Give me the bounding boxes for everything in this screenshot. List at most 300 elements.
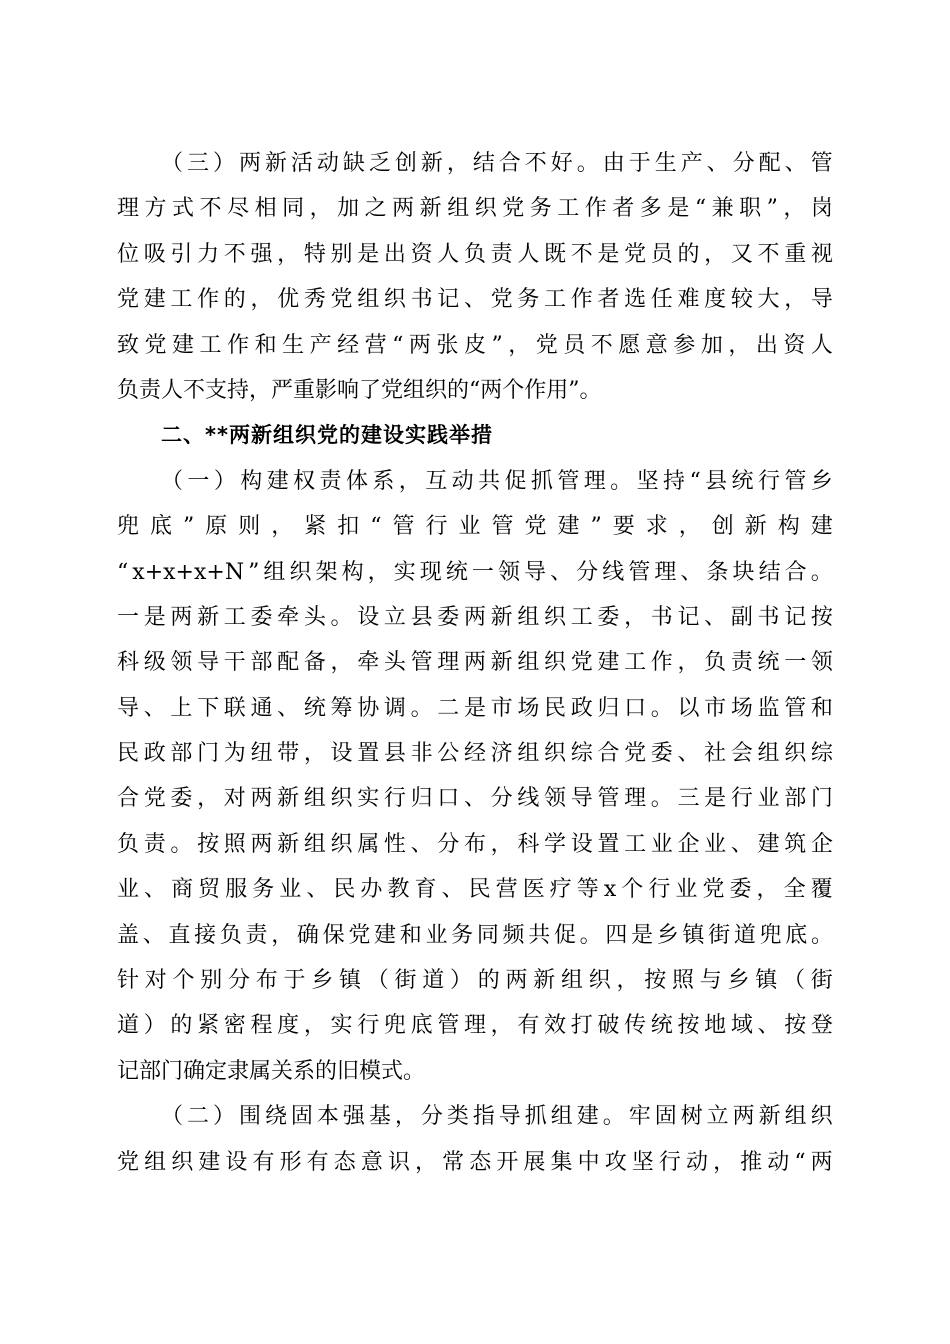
text-char: 愿 (618, 332, 641, 358)
text-char: 密 (223, 1013, 246, 1039)
text-char: 理 (463, 1013, 486, 1039)
text-char: 织 (784, 741, 807, 767)
text-char: 别 (200, 968, 223, 994)
text-char: 打 (570, 1013, 593, 1039)
text-char: 营 (364, 332, 387, 358)
text-char: 创 (394, 151, 417, 176)
text-char: 务 (529, 196, 552, 222)
text-char: 基 (368, 1104, 391, 1130)
text-char: ， (677, 650, 700, 676)
text-char: 动 (685, 1149, 708, 1175)
text-char: 合 (117, 786, 140, 812)
text-char: 党 (502, 196, 525, 222)
text-char: 设 (225, 1149, 248, 1175)
text-char: 建 (810, 514, 833, 540)
text-char: 工 (170, 287, 193, 313)
text-char: 记 (677, 604, 700, 630)
text-char: 张 (436, 332, 459, 358)
text-char: 建 (576, 1104, 599, 1130)
text-char: 工 (624, 650, 647, 676)
text-char: 两 (810, 1149, 833, 1175)
text-char: 持 (663, 468, 686, 494)
text-char: 行 (757, 468, 780, 494)
text-char: 个 (621, 877, 644, 903)
text-char: 牵 (277, 604, 300, 630)
text-char: （ (161, 1104, 184, 1130)
text-char: 则 (238, 514, 261, 540)
text-char: 市 (704, 695, 727, 721)
text-char: 攻 (604, 1149, 627, 1175)
text-char: 政 (570, 695, 593, 721)
text-char: 方 (144, 196, 167, 222)
text-char: 。 (579, 922, 602, 948)
text-char: 出 (383, 241, 406, 267)
text-char: “ (117, 559, 129, 585)
text-char: 盖 (117, 922, 140, 948)
text-char: 接 (194, 922, 217, 948)
text-char: 行 (383, 786, 406, 812)
text-char: 统 (731, 468, 754, 494)
text-char: 之 (364, 196, 387, 222)
text-char: 不 (199, 196, 222, 222)
text-char: ， (367, 559, 390, 585)
text-char: 职 (739, 196, 762, 222)
text-char: 导 (498, 1104, 521, 1130)
text-char: 度 (277, 1013, 300, 1039)
text-char: 扣 (337, 514, 360, 540)
text-char: 归 (597, 695, 620, 721)
text-char: ， (728, 332, 751, 358)
text-char: 书 (757, 604, 780, 630)
text-char: 是 (667, 196, 690, 222)
text-char: ， (197, 786, 220, 812)
text-char: 创 (711, 514, 734, 540)
text-char: ， (415, 1149, 438, 1175)
text-char: 乡 (311, 968, 334, 994)
text-char: 理 (654, 559, 677, 585)
text-char: 和 (810, 695, 833, 721)
text-char: 新 (197, 604, 220, 630)
text-char: 公 (437, 741, 460, 767)
text-char: 、 (463, 287, 486, 313)
text-char: 意 (360, 1149, 383, 1175)
text-char: 按 (197, 831, 220, 857)
text-char: 街 (810, 968, 833, 994)
text-char: 新 (490, 650, 513, 676)
text-char: 导 (570, 786, 593, 812)
text-char: ， (713, 1149, 736, 1175)
text-char: 建 (374, 922, 397, 948)
text-char: 责 (245, 922, 268, 948)
text-char: 市 (490, 695, 513, 721)
text-char: 。 (650, 786, 673, 812)
text-char: ， (783, 196, 806, 222)
text-char: “ (392, 332, 404, 358)
text-char: 党 (524, 514, 547, 540)
text-line (117, 913, 833, 958)
text-char: 新 (264, 151, 287, 176)
text-char: “ (794, 1149, 806, 1175)
text-char: ， (394, 1104, 417, 1130)
text-char: 乡 (656, 922, 679, 948)
text-char: 、 (730, 831, 753, 857)
text-char: 管 (392, 514, 415, 540)
text-char: 业 (458, 514, 481, 540)
text-char: 副 (730, 604, 753, 630)
text-char: 综 (810, 741, 833, 767)
text-char: 管 (784, 468, 807, 494)
text-char: 部 (784, 786, 807, 812)
text-char: 的 (223, 287, 246, 313)
text-char: 业 (279, 877, 302, 903)
text-char: 秀 (303, 287, 326, 313)
text-char: 委 (597, 604, 620, 630)
text-char: 两 (170, 604, 193, 630)
text-char: 又 (730, 241, 753, 267)
text-char: 不 (570, 241, 593, 267)
text-char: 是 (597, 241, 620, 267)
text-char: 互 (425, 468, 448, 494)
text-char: 现 (419, 559, 442, 585)
text-char: 党 (117, 287, 140, 313)
text-char: 选 (624, 287, 647, 313)
text-char: 学 (544, 831, 567, 857)
text-char: 地 (704, 1013, 727, 1039)
text-char: ， (250, 287, 273, 313)
text-char: 建 (266, 468, 289, 494)
text-char: 街 (708, 922, 731, 948)
text-char: ， (624, 604, 647, 630)
text-char: 同 (282, 196, 305, 222)
text-char: 是 (631, 922, 654, 948)
text-line: 负责人不支持，严重影响了党组织的“两个作用”。 (117, 377, 602, 403)
text-char: 皮 (463, 332, 486, 358)
text-line (117, 1094, 833, 1139)
text-char: 布 (463, 831, 486, 857)
text-char: 医 (522, 877, 545, 903)
text-char: ， (784, 287, 807, 313)
text-char: ， (303, 741, 326, 767)
text-char: 不 (757, 241, 780, 267)
text-char: 两 (463, 604, 486, 630)
text-char: 兼 (711, 196, 734, 222)
text-char: 社 (704, 741, 727, 767)
text-char: ） (213, 468, 236, 494)
text-char: 实 (393, 559, 416, 585)
text-char: 委 (437, 604, 460, 630)
text-char: ， (271, 514, 294, 540)
text-char: 块 (732, 559, 755, 585)
text-char: 域 (730, 1013, 753, 1039)
text-char: 人 (517, 241, 540, 267)
text-char: 吸 (143, 241, 166, 267)
text-char: 。 (410, 695, 433, 721)
text-char: 架 (315, 559, 338, 585)
text-char: 组 (517, 604, 540, 630)
text-char: ， (756, 877, 779, 903)
text-char: 两 (408, 332, 431, 358)
text-char: 配 (277, 650, 300, 676)
text-char: 系 (372, 468, 395, 494)
text-char: 照 (223, 831, 246, 857)
text-char: 动 (316, 151, 339, 176)
text-char: 头 (383, 650, 406, 676)
text-line (117, 640, 833, 685)
text-char: 新 (277, 786, 300, 812)
text-char: 组 (144, 1149, 167, 1175)
text-char: 非 (410, 741, 433, 767)
text-char: 。 (170, 831, 193, 857)
text-char: 线 (602, 559, 625, 585)
text-char: 党 (702, 877, 725, 903)
text-char: 登 (810, 1013, 833, 1039)
text-char: 设 (357, 604, 380, 630)
text-char: 新 (277, 831, 300, 857)
text-char: 组 (303, 786, 326, 812)
text-char: 活 (290, 151, 313, 176)
text-char: 业 (117, 877, 140, 903)
text-char: 党 (144, 332, 167, 358)
text-char: 固 (290, 1104, 313, 1130)
text-char: 生 (282, 332, 305, 358)
text-char: 分 (732, 151, 755, 176)
text-char: 产 (680, 151, 703, 176)
text-char: 针 (117, 968, 140, 994)
text-char: 围 (238, 1104, 261, 1130)
text-char: 传 (624, 1013, 647, 1039)
section3-paragraph (117, 141, 833, 413)
text-char: （ (161, 151, 184, 176)
text-char: 管 (810, 151, 833, 176)
text-char: 个 (172, 968, 195, 994)
text-char: 负 (117, 831, 140, 857)
text-char: 统 (650, 1013, 673, 1039)
text-char: 、 (441, 877, 464, 903)
text-char: 有 (517, 1013, 540, 1039)
text-char: 组 (757, 741, 780, 767)
text-char: 场 (517, 695, 540, 721)
text-char: ， (508, 332, 531, 358)
text-char: 民 (117, 741, 140, 767)
text-char: 织 (544, 741, 567, 767)
text-char: 性 (383, 831, 406, 857)
text-char: 出 (755, 332, 778, 358)
text-char: 育 (414, 877, 437, 903)
text-char: 上 (170, 695, 193, 721)
text-char: 紧 (304, 514, 327, 540)
text-char: 镇 (755, 968, 778, 994)
text-char: 县 (705, 468, 728, 494)
text-char: 管 (784, 695, 807, 721)
text-char: 工 (199, 332, 222, 358)
text-char: 构 (240, 468, 263, 494)
text-char: 、 (677, 741, 700, 767)
text-char: 、 (550, 559, 573, 585)
text-char: 新 (744, 514, 767, 540)
text-char: 缺 (342, 151, 365, 176)
text-char: 。 (330, 604, 353, 630)
text-char: 较 (730, 287, 753, 313)
text-char: ， (678, 514, 701, 540)
text-char: 直 (168, 922, 191, 948)
text-char: 织 (544, 650, 567, 676)
text-char: 和 (399, 922, 422, 948)
text-char: ） (450, 968, 473, 994)
text-char: 加 (700, 332, 723, 358)
text-char: 的 (677, 241, 700, 267)
text-char: 底 (410, 1013, 433, 1039)
text-char: 工 (223, 604, 246, 630)
text-char: 分 (490, 786, 513, 812)
text-char: 位 (117, 241, 140, 267)
text-char: 组 (784, 1104, 807, 1130)
text-char: 共 (478, 468, 501, 494)
text-char: 强 (342, 1104, 365, 1130)
text-char: 织 (171, 1149, 194, 1175)
text-char: 者 (597, 287, 620, 313)
text-char: 动 (451, 468, 474, 494)
text-line (117, 686, 833, 731)
text-char: 委 (650, 741, 673, 767)
text-char: 工 (624, 831, 647, 857)
text-char: 加 (337, 196, 360, 222)
text-char: 作 (570, 287, 593, 313)
text-char: 企 (810, 831, 833, 857)
text-line (117, 867, 833, 912)
text-char: 。 (810, 559, 833, 585)
text-char: 工 (570, 604, 593, 630)
text-char: 立 (383, 604, 406, 630)
text-char: 服 (225, 877, 248, 903)
text-char: 一 (187, 468, 210, 494)
text-char: 类 (446, 1104, 469, 1130)
text-char: 、 (757, 1013, 780, 1039)
text-char: 口 (437, 786, 460, 812)
text-char: 织 (810, 1104, 833, 1130)
text-char: 同 (476, 922, 499, 948)
text-char: 底 (150, 514, 173, 540)
text-char: 乡 (810, 468, 833, 494)
text-char: ， (704, 241, 727, 267)
text-char: 优 (277, 287, 300, 313)
text-char: 务 (252, 877, 275, 903)
text-char: 参 (673, 332, 696, 358)
text-char: 照 (672, 968, 695, 994)
text-char: 两 (238, 151, 261, 176)
text-char: 导 (810, 287, 833, 313)
text-char: 式 (172, 196, 195, 222)
text-char: 组 (517, 741, 540, 767)
text-char: 领 (544, 786, 567, 812)
text-char: 头 (303, 604, 326, 630)
text-char: 责 (490, 241, 513, 267)
text-char: 集 (550, 1149, 573, 1175)
text-char: 的 (477, 968, 500, 994)
text-char: 置 (357, 741, 380, 767)
text-char: ， (616, 968, 639, 994)
text-char: 构 (341, 559, 364, 585)
text-char: 合 (784, 559, 807, 585)
text-char: 统 (303, 695, 326, 721)
text-char: 道 (117, 1013, 140, 1039)
text-char: 民 (333, 877, 356, 903)
text-char: 业 (704, 831, 727, 857)
text-char: ” (590, 514, 602, 540)
text-char: （ (783, 968, 806, 994)
text-char: 营 (495, 877, 518, 903)
text-char: 是 (357, 241, 380, 267)
text-char: ， (490, 831, 513, 857)
text-char: 。 (576, 151, 599, 176)
text-char: x+x+x+N (132, 559, 245, 585)
text-char: “ (689, 468, 701, 494)
text-char: 人 (437, 241, 460, 267)
text-char: 紧 (197, 1013, 220, 1039)
text-char: 经 (463, 741, 486, 767)
text-char: 科 (117, 650, 140, 676)
text-char: 三 (186, 151, 209, 176)
text-char: 书 (650, 604, 673, 630)
text-char: ， (303, 1013, 326, 1039)
text-line (117, 822, 833, 867)
text-char: 织 (588, 968, 611, 994)
text-char: 行 (648, 877, 671, 903)
text-char: 布 (255, 968, 278, 994)
text-char: 理 (583, 468, 606, 494)
text-char: 原 (205, 514, 228, 540)
text-char: “ (694, 196, 707, 222)
text-char: 兜 (759, 922, 782, 948)
text-char: 确 (296, 922, 319, 948)
text-char: 促 (553, 922, 576, 948)
text-char: 办 (360, 877, 383, 903)
text-char: 街 (394, 968, 417, 994)
text-char: 新 (758, 1104, 781, 1130)
text-char: 理 (117, 196, 140, 222)
text-char: 动 (767, 1149, 790, 1175)
text-char: 立 (706, 1104, 729, 1130)
text-char: 政 (143, 741, 166, 767)
text-char: 商 (171, 877, 194, 903)
text-char: 备 (303, 650, 326, 676)
text-char: 是 (704, 786, 727, 812)
text-char: ， (490, 1013, 513, 1039)
section-heading: 二、**两新组织党的建设实践举措 (161, 423, 493, 448)
text-char: 两 (505, 968, 528, 994)
text-char: ” (183, 514, 195, 540)
text-char: 乏 (368, 151, 391, 176)
text-char: ， (271, 922, 294, 948)
text-char: 体 (345, 468, 368, 494)
text-char: 对 (223, 786, 246, 812)
text-char: 、 (410, 831, 433, 857)
text-char: 、 (704, 604, 727, 630)
text-char: 责 (730, 650, 753, 676)
text-char: 实 (357, 786, 380, 812)
text-char: 度 (704, 287, 727, 313)
text-char: 记 (437, 287, 460, 313)
text-char: 两 (463, 650, 486, 676)
text-char: 态 (469, 1149, 492, 1175)
text-char: 党 (570, 650, 593, 676)
text-char: 常 (442, 1149, 465, 1175)
text-char: 党 (348, 922, 371, 948)
text-char: ， (277, 241, 300, 267)
text-char: （ (366, 968, 389, 994)
text-char: 由 (602, 151, 625, 176)
text-char: 筑 (784, 831, 807, 857)
text-char: 织 (330, 786, 353, 812)
